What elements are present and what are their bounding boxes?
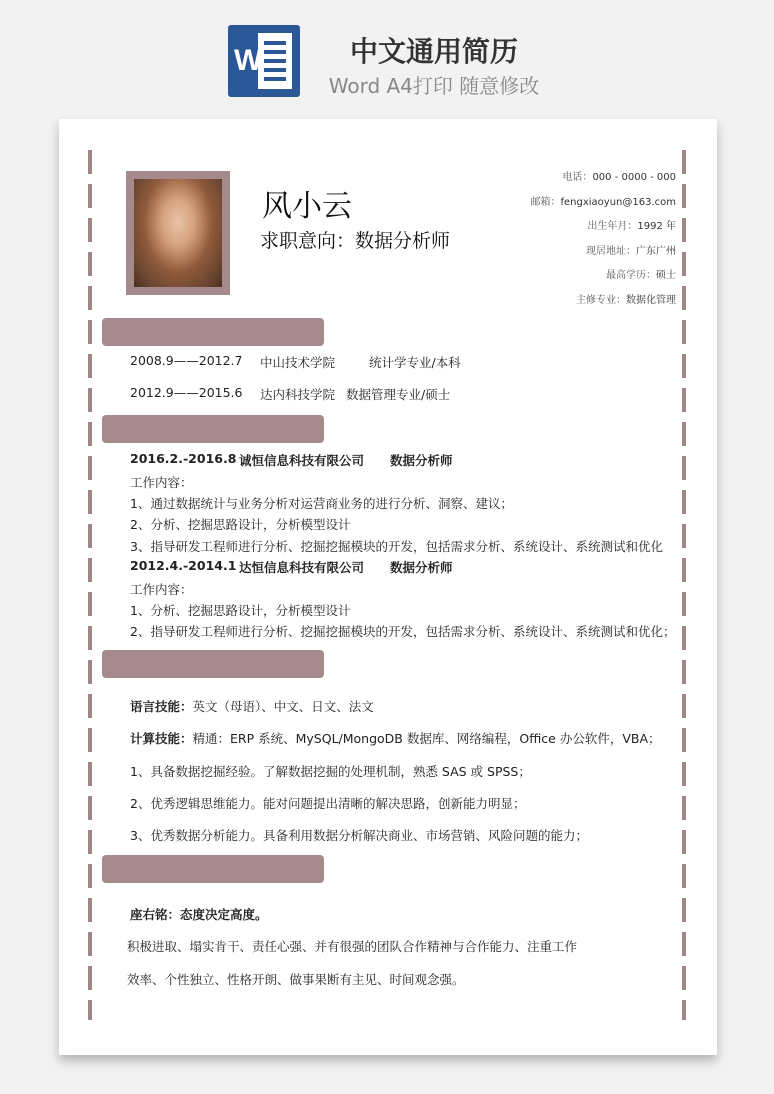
page-title: 中文通用简历 (349, 35, 518, 68)
edu-period: 2012.9——2015.6 (130, 385, 243, 400)
left-dashed-border (88, 150, 92, 1020)
motto: 座右铭：态度决定高度。 (130, 907, 268, 922)
candidate-name: 风小云 (262, 189, 352, 224)
section-bar-skills (102, 650, 324, 678)
portrait-image (134, 179, 222, 287)
work-item: 1、通过数据统计与业务分析对运营商业务的进行分析、洞察、建议； (130, 496, 513, 511)
job-intent: 求职意向：数据分析师 (260, 230, 451, 252)
edu-period: 2008.9——2012.7 (130, 353, 243, 368)
work-content-label: 工作内容： (130, 475, 193, 490)
edu-school: 中山技术学院 (260, 355, 336, 370)
work-company: 诚恒信息科技有限公司 (239, 453, 365, 468)
contact-row-email: 邮箱：fengxiaoyun@163.com (530, 196, 676, 208)
evaluation-line: 效率、个性独立、性格开朗、做事果断有主见、时间观念强。 (127, 972, 465, 987)
skill-computer: 计算技能：精通：ERP 系统、MySQL/MongoDB 数据库、网络编程，Office 办公软件，VBA； (130, 731, 661, 746)
section-bar-work (102, 415, 324, 443)
work-company: 达恒信息科技有限公司 (239, 560, 365, 575)
work-item: 2、分析、挖掘思路设计，分析模型设计 (130, 517, 351, 532)
contact-row-major: 主修专业：数据化管理 (576, 294, 676, 306)
work-period: 2012.4.-2014.1 (130, 558, 237, 573)
work-period: 2016.2.-2016.8 (130, 451, 237, 466)
work-content-label: 工作内容： (130, 582, 193, 597)
page-subtitle: Word A4打印 随意修改 (328, 74, 540, 98)
contact-info (456, 166, 676, 313)
word-icon-letter: W (234, 44, 263, 77)
contact-row-address: 现居地址：广东广州 (586, 245, 676, 257)
document-header (0, 0, 774, 110)
evaluation-line: 积极进取、塌实肯干、责任心强、并有很强的团队合作精神与合作能力、注重工作 (127, 939, 578, 954)
skill-item: 2、优秀逻辑思维能力。能对问题提出清晰的解决思路，创新能力明显； (130, 796, 526, 811)
section-bar-education (102, 318, 324, 346)
edu-school: 达内科技学院 (260, 387, 336, 402)
skill-item: 1、具备数据挖掘经验。了解数据挖掘的处理机制，熟悉 SAS 或 SPSS； (130, 764, 531, 779)
word-document-icon (228, 25, 300, 97)
work-item: 3、指导研发工程师进行分析、挖掘挖掘模块的开发，包括需求分析、系统设计、系统测试和优化 (130, 539, 663, 554)
edu-major: 统计学专业/本科 (369, 355, 461, 370)
work-role: 数据分析师 (390, 453, 453, 468)
edu-major: 数据管理专业/硕士 (346, 387, 451, 402)
work-item: 2、指导研发工程师进行分析、挖掘挖掘模块的开发，包括需求分析、系统设计、系统测试和优化； (130, 624, 676, 639)
section-bar-evaluation (102, 855, 324, 883)
contact-row-degree: 最高学历：硕士 (606, 270, 676, 281)
contact-row-birth: 出生年月：1992 年 (587, 221, 676, 232)
work-role: 数据分析师 (390, 560, 453, 575)
right-dashed-border (682, 150, 686, 1020)
work-item: 1、分析、挖掘思路设计，分析模型设计 (130, 603, 351, 618)
skill-item: 3、优秀数据分析能力。具备利用数据分析解决商业、市场营销、风险问题的能力； (130, 828, 588, 843)
skill-language: 语言技能：英文（母语）、中文、日文、法文 (130, 699, 374, 714)
avatar-photo (126, 171, 230, 295)
contact-row-phone: 电话：000 - 0000 - 000 (562, 172, 676, 183)
